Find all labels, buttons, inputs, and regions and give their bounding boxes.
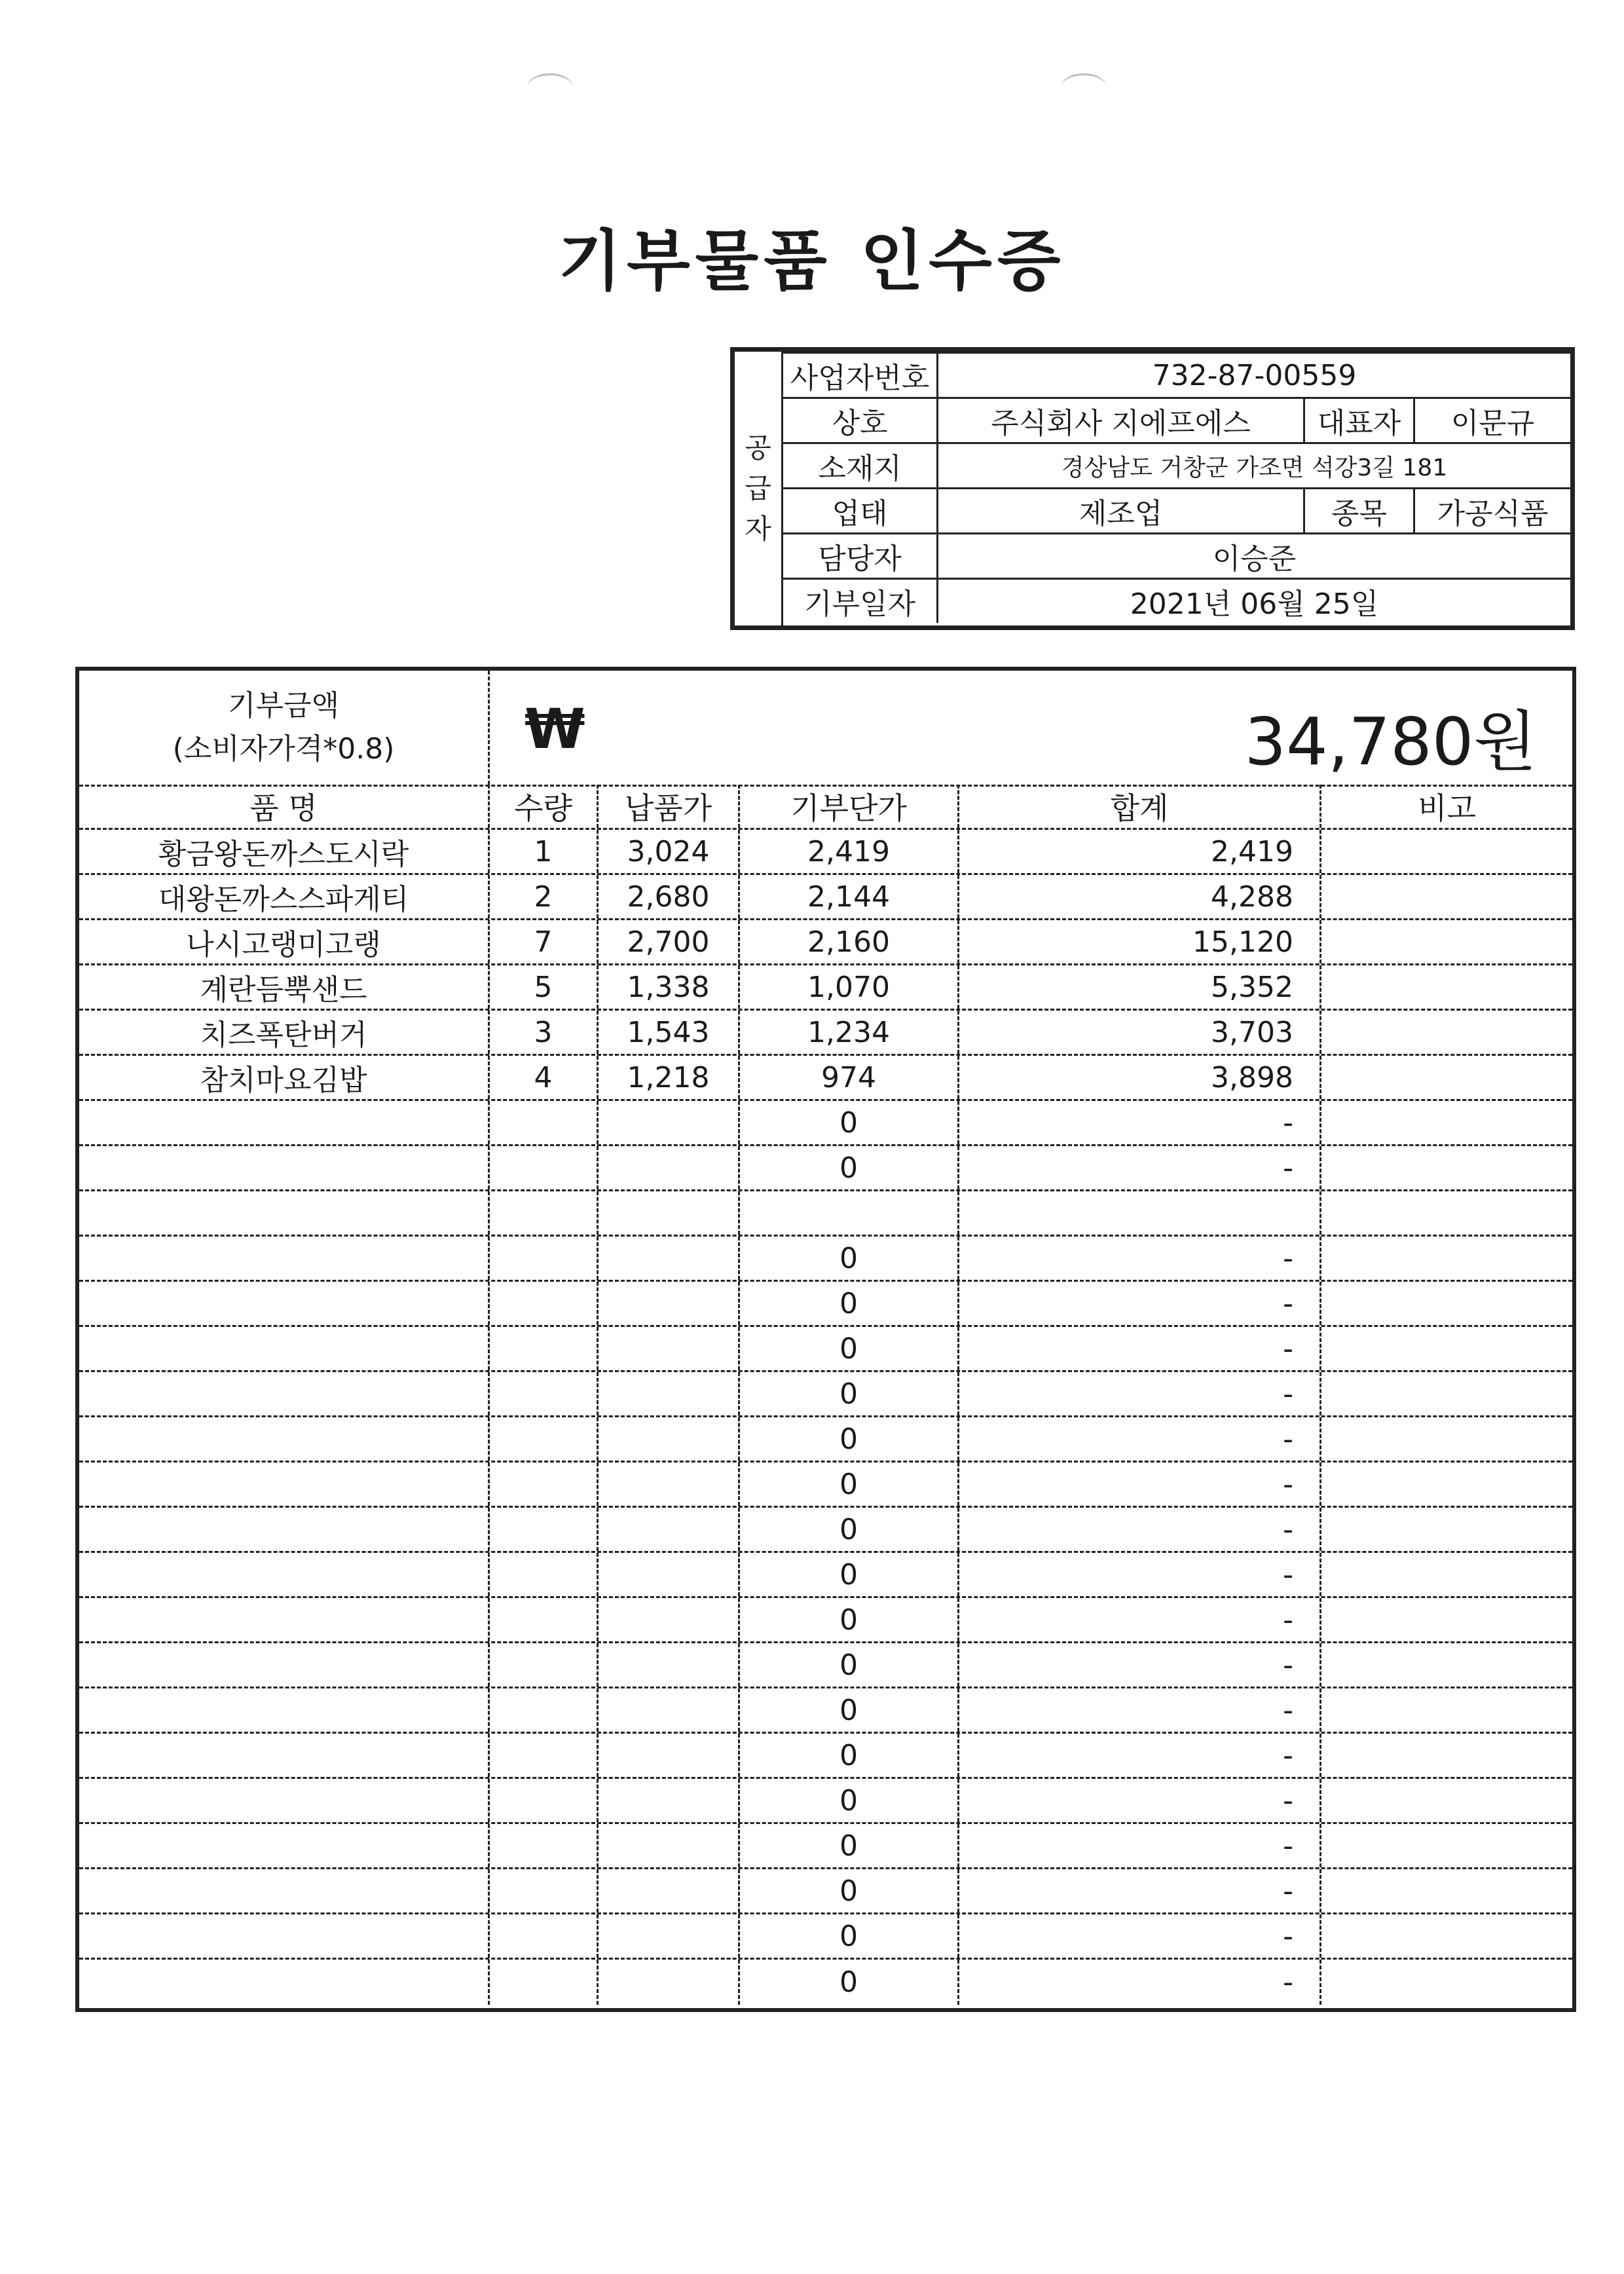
header-note: 비고 [1418, 791, 1476, 826]
item-total: - [959, 1734, 1321, 1777]
ceo-label: 대표자 [1305, 399, 1415, 442]
table-row [79, 920, 1572, 965]
header-total: 합계 [959, 785, 1321, 828]
item-total: 5,352 [959, 965, 1321, 1009]
item-donation-unit-price: 0 [740, 1372, 959, 1415]
item-donation-unit-price: 0 [740, 1779, 959, 1822]
item-delivery-price: 2,680 [599, 875, 740, 918]
date-value: 2021년 06월 25일 [1130, 587, 1379, 621]
item-qty [490, 1417, 599, 1461]
item-note [1321, 875, 1572, 918]
item-qty: 7 [490, 920, 599, 963]
item-note [1321, 1101, 1572, 1144]
item-qty [490, 1643, 599, 1687]
donation-items-table [75, 667, 1576, 2012]
item-delivery-price [599, 1327, 740, 1370]
item-name: 계란듬뿍샌드 [79, 965, 490, 1009]
item-note [1321, 1146, 1572, 1189]
table-row [79, 1056, 1572, 1101]
supplier-row-business-type [783, 487, 1570, 532]
item-qty: 3 [490, 1011, 599, 1054]
item-total: 3,703 [959, 1011, 1321, 1054]
item-delivery-price [599, 1824, 740, 1867]
item-donation-unit-price: 0 [740, 1417, 959, 1461]
item-note [1321, 1779, 1572, 1822]
item-donation-unit-price: 2,160 [740, 920, 959, 963]
item-name: 참치마요김밥 [79, 1056, 490, 1099]
item-qty [490, 1101, 599, 1144]
item-note [1321, 1824, 1572, 1867]
amount-label-line: 기부금액 [227, 689, 339, 722]
item-total: - [959, 1869, 1321, 1912]
address-value: 경상남도 거창군 가조면 석강3길 181 [1061, 454, 1448, 481]
supplier-side-label [735, 352, 783, 625]
table-row [79, 1237, 1572, 1282]
page-title: 기부물품 인수증 [558, 223, 1066, 299]
item-total: - [959, 1824, 1321, 1867]
supplier-row-date [783, 578, 1570, 623]
item-qty [490, 1734, 599, 1777]
table-row [79, 1327, 1572, 1372]
item-total: - [959, 1327, 1321, 1370]
item-note [1321, 1463, 1572, 1506]
item-name [79, 1463, 490, 1506]
business-number-value: 732-87-00559 [1152, 358, 1357, 392]
item-note [1321, 1553, 1572, 1596]
table-row [79, 1417, 1572, 1463]
table-row [79, 1960, 1572, 2005]
item-qty [490, 1372, 599, 1415]
item-delivery-price [599, 1598, 740, 1641]
item-delivery-price: 1,543 [599, 1011, 740, 1054]
item-qty [490, 1914, 599, 1958]
item-qty [490, 1869, 599, 1912]
table-row [79, 1869, 1572, 1914]
manager-value: 이승준 [1212, 542, 1297, 576]
item-qty [490, 1146, 599, 1189]
donation-amount-row [79, 671, 1572, 787]
item-note [1321, 1056, 1572, 1099]
item-note [1321, 1011, 1572, 1054]
item-total: - [959, 1101, 1321, 1144]
punch-hole-mark [1061, 73, 1107, 102]
item-total: - [959, 1146, 1321, 1189]
table-row [79, 965, 1572, 1011]
item-total: - [959, 1463, 1321, 1506]
item-delivery-price [599, 1779, 740, 1822]
item-type-value: 가공식품 [1437, 497, 1549, 531]
item-delivery-price [599, 1463, 740, 1506]
item-note [1321, 1688, 1572, 1732]
table-row [79, 1191, 1572, 1237]
item-donation-unit-price: 0 [740, 1869, 959, 1912]
header-unit-price: 기부단가 [740, 785, 959, 828]
table-row [79, 1779, 1572, 1824]
item-donation-unit-price: 1,234 [740, 1011, 959, 1054]
item-name [79, 1146, 490, 1189]
item-name [79, 1914, 490, 1958]
item-name: 치즈폭탄버거 [79, 1011, 490, 1054]
table-row [79, 1463, 1572, 1508]
table-row [79, 1372, 1572, 1417]
item-total: - [959, 1237, 1321, 1280]
donation-amount-label [79, 671, 490, 785]
won-currency-symbol: ₩ [525, 697, 585, 761]
table-row [79, 1643, 1572, 1688]
supplier-row-manager [783, 532, 1570, 578]
item-qty [490, 1779, 599, 1822]
item-donation-unit-price [740, 1191, 959, 1235]
business-number-label: 사업자번호 [783, 354, 938, 397]
item-donation-unit-price: 0 [740, 1101, 959, 1144]
table-row [79, 1598, 1572, 1643]
item-note [1321, 1960, 1572, 2005]
item-total: - [959, 1417, 1321, 1461]
item-name [79, 1417, 490, 1461]
table-row [79, 830, 1572, 875]
supplier-row-business-number [783, 352, 1570, 397]
item-total: 2,419 [959, 830, 1321, 873]
item-total: - [959, 1508, 1321, 1551]
table-row [79, 1101, 1572, 1146]
item-note [1321, 1327, 1572, 1370]
item-donation-unit-price: 0 [740, 1146, 959, 1189]
item-total: 4,288 [959, 875, 1321, 918]
item-donation-unit-price: 0 [740, 1824, 959, 1867]
item-qty: 1 [490, 830, 599, 873]
item-name [79, 1237, 490, 1280]
item-note [1321, 1914, 1572, 1958]
item-delivery-price: 1,338 [599, 965, 740, 1009]
header-price: 납품가 [599, 785, 740, 828]
item-note [1321, 920, 1572, 963]
item-note [1321, 1191, 1572, 1235]
item-note [1321, 1508, 1572, 1551]
header-name: 품 명 [79, 785, 490, 828]
side-label-char: 자 [745, 513, 771, 545]
item-name [79, 1869, 490, 1912]
table-row [79, 1011, 1572, 1056]
supplier-row-address [783, 442, 1570, 487]
item-name [79, 1779, 490, 1822]
supplier-table [730, 347, 1575, 630]
company-value: 주식회사 지에프에스 [938, 399, 1305, 442]
item-total: - [959, 1779, 1321, 1822]
item-total: - [959, 1598, 1321, 1641]
amount-label-note: (소비자가격*0.8) [172, 732, 395, 766]
ceo-value: 이문규 [1450, 407, 1535, 440]
item-total: 3,898 [959, 1056, 1321, 1099]
item-delivery-price [599, 1372, 740, 1415]
item-delivery-price [599, 1282, 740, 1325]
punch-hole-mark [527, 73, 573, 102]
item-donation-unit-price: 0 [740, 1643, 959, 1687]
item-donation-unit-price: 2,419 [740, 830, 959, 873]
item-delivery-price [599, 1417, 740, 1461]
item-name [79, 1688, 490, 1732]
side-label-char: 급 [745, 472, 771, 504]
supplier-row-company [783, 397, 1570, 442]
item-donation-unit-price: 0 [740, 1598, 959, 1641]
item-note [1321, 1237, 1572, 1280]
table-row [79, 1688, 1572, 1734]
item-qty [490, 1553, 599, 1596]
item-qty [490, 1327, 599, 1370]
item-donation-unit-price: 0 [740, 1688, 959, 1732]
item-name [79, 1191, 490, 1235]
item-donation-unit-price: 0 [740, 1237, 959, 1280]
item-note [1321, 1282, 1572, 1325]
address-label: 소재지 [783, 444, 938, 487]
item-qty [490, 1688, 599, 1732]
item-donation-unit-price: 0 [740, 1508, 959, 1551]
item-delivery-price [599, 1643, 740, 1687]
item-delivery-price [599, 1869, 740, 1912]
item-total: - [959, 1688, 1321, 1732]
table-row [79, 1146, 1572, 1191]
item-donation-unit-price: 0 [740, 1960, 959, 2005]
item-note [1321, 830, 1572, 873]
item-donation-unit-price: 0 [740, 1914, 959, 1958]
table-header-row [79, 785, 1572, 830]
item-qty [490, 1508, 599, 1551]
item-delivery-price: 2,700 [599, 920, 740, 963]
item-qty [490, 1191, 599, 1235]
item-delivery-price [599, 1688, 740, 1732]
item-name [79, 1327, 490, 1370]
table-row [79, 1914, 1572, 1960]
item-note [1321, 1643, 1572, 1687]
item-qty [490, 1598, 599, 1641]
item-total: - [959, 1282, 1321, 1325]
item-qty [490, 1282, 599, 1325]
item-qty: 4 [490, 1056, 599, 1099]
item-delivery-price [599, 1553, 740, 1596]
item-note [1321, 1417, 1572, 1461]
table-row [79, 1824, 1572, 1869]
item-delivery-price: 3,024 [599, 830, 740, 873]
business-type-label: 업태 [783, 489, 938, 532]
item-qty [490, 1960, 599, 2005]
item-donation-unit-price: 0 [740, 1282, 959, 1325]
item-total: 15,120 [959, 920, 1321, 963]
item-name [79, 1598, 490, 1641]
item-name [79, 1372, 490, 1415]
item-delivery-price [599, 1914, 740, 1958]
item-qty: 5 [490, 965, 599, 1009]
business-type-value: 제조업 [938, 489, 1305, 532]
item-name: 나시고랭미고랭 [79, 920, 490, 963]
item-delivery-price [599, 1734, 740, 1777]
item-qty [490, 1824, 599, 1867]
date-label: 기부일자 [783, 580, 938, 623]
item-total: - [959, 1960, 1321, 2005]
item-delivery-price [599, 1101, 740, 1144]
item-note [1321, 1598, 1572, 1641]
item-note [1321, 1869, 1572, 1912]
item-type-label: 종목 [1305, 489, 1415, 532]
table-row [79, 875, 1572, 920]
item-delivery-price [599, 1146, 740, 1189]
table-row [79, 1508, 1572, 1553]
item-donation-unit-price: 0 [740, 1553, 959, 1596]
company-label: 상호 [783, 399, 938, 442]
item-delivery-price [599, 1960, 740, 2005]
item-name [79, 1101, 490, 1144]
item-delivery-price: 1,218 [599, 1056, 740, 1099]
item-name [79, 1553, 490, 1596]
item-qty [490, 1237, 599, 1280]
item-name: 황금왕돈까스도시락 [79, 830, 490, 873]
header-qty: 수량 [490, 785, 599, 828]
item-note [1321, 965, 1572, 1009]
item-delivery-price [599, 1237, 740, 1280]
item-delivery-price [599, 1191, 740, 1235]
manager-label: 담당자 [783, 534, 938, 578]
item-total: - [959, 1553, 1321, 1596]
item-name: 대왕돈까스스파게티 [79, 875, 490, 918]
item-note [1321, 1372, 1572, 1415]
item-name [79, 1282, 490, 1325]
item-donation-unit-price: 0 [740, 1734, 959, 1777]
item-donation-unit-price: 1,070 [740, 965, 959, 1009]
item-name [79, 1508, 490, 1551]
table-row [79, 1282, 1572, 1327]
item-total [959, 1191, 1321, 1235]
item-total: - [959, 1914, 1321, 1958]
item-donation-unit-price: 2,144 [740, 875, 959, 918]
item-name [79, 1643, 490, 1687]
item-name [79, 1960, 490, 2005]
item-delivery-price [599, 1508, 740, 1551]
item-name [79, 1734, 490, 1777]
item-donation-unit-price: 0 [740, 1327, 959, 1370]
item-qty: 2 [490, 875, 599, 918]
item-donation-unit-price: 974 [740, 1056, 959, 1099]
table-row [79, 1734, 1572, 1779]
item-note [1321, 1734, 1572, 1777]
donation-amount-value: 34,780원 [1244, 703, 1537, 780]
item-total: - [959, 1643, 1321, 1687]
item-qty [490, 1463, 599, 1506]
table-row [79, 1553, 1572, 1598]
item-donation-unit-price: 0 [740, 1463, 959, 1506]
item-total: - [959, 1372, 1321, 1415]
item-name [79, 1824, 490, 1867]
side-label-char: 공 [745, 432, 771, 464]
